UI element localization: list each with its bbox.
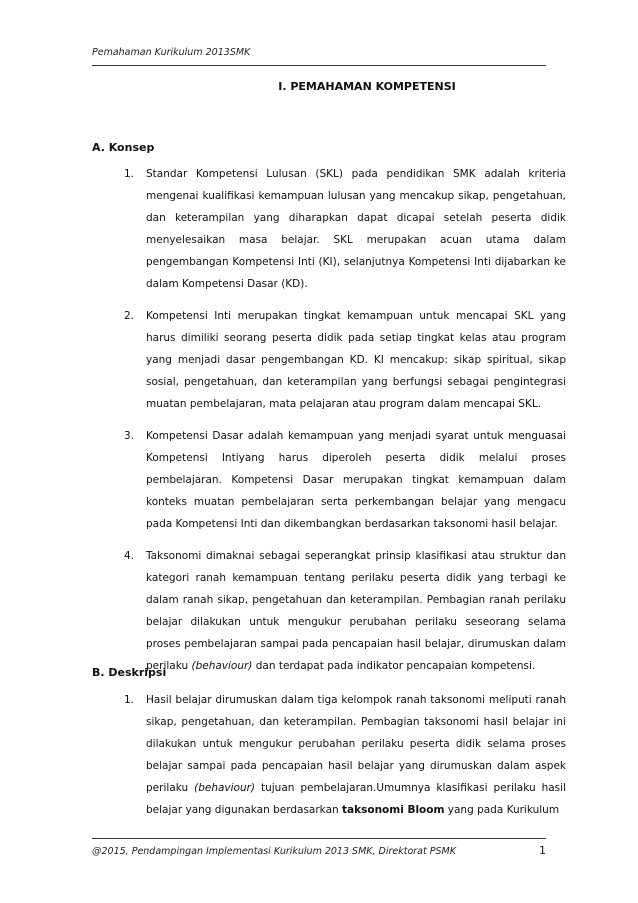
item-text-part: tujuan pembelajaran.Umumnya klasifikasi perilaku hasil belajar yang digunakan berdasarkan — [146, 782, 566, 816]
chapter-title-wrap — [0, 80, 638, 93]
item-text-part: yang pada Kurikulum — [444, 804, 560, 816]
item-text — [146, 545, 566, 677]
section-a-list — [92, 163, 566, 677]
chapter-title: I. PEMAHAMAN KOMPETENSI — [278, 80, 456, 93]
footer-text: @2015, Pendampingan Implementasi Kurikulum 2013 SMK, Direktorat PSMK — [92, 846, 456, 857]
item-text: Kompetensi Dasar adalah kemampuan yang menjadi syarat untuk menguasai Kompetensi Intiyang harus diperoleh peserta didik melalui proses pembelajaran. Kompetensi Dasar merupakan tingkat kemampuan dalam konteks muatan pembelajaran serta perkembangan belajar yang mengacu pada Kompetensi Inti dan dikembangkan berdasarkan taksonomi hasil belajar. — [146, 430, 566, 530]
running-header: Pemahaman Kurikulum 2013SMK — [92, 47, 251, 58]
section-heading-a: A. Konsep — [92, 141, 155, 154]
item-number: 1. — [123, 168, 134, 180]
list-item — [92, 689, 566, 821]
list-item — [92, 305, 566, 415]
header-rule — [92, 65, 546, 66]
section-b-list — [92, 689, 566, 821]
item-text-part: Taksonomi dimaknai sebagai seperangkat prinsip klasifikasi atau struktur dan kategori ranah kemampuan tentang perilaku peserta didik yang terbagi ke dalam ranah sikap, pengetahuan dan keterampilan. Pembagian ranah perilaku belajar dilakukan untuk mengukur perubahan perilaku seseorang selama proses pembelajaran sampai pada pencapaian hasil belajar, dirumuskan dalam perilaku — [146, 550, 566, 672]
item-number: 3. — [123, 430, 134, 442]
item-text — [146, 689, 566, 821]
section-heading-b: B. Deskripsi — [92, 666, 167, 679]
list-item — [92, 163, 566, 295]
item-number: 1. — [123, 694, 134, 706]
italic-term: (behaviour) — [191, 660, 253, 672]
item-text: Kompetensi Inti merupakan tingkat kemampuan untuk mencapai SKL yang harus dimiliki seorang peserta didik pada setiap tingkat kelas atau program yang menjadi dasar pengembangan KD. KI mencakup: sikap spiritual, sikap sosial, pengetahuan, dan keterampilan yang berfungsi sebagai pengintegrasi muatan pembelajaran, mata pelajaran atau program dalam mencapai SKL. — [146, 310, 566, 410]
item-text-part: Hasil belajar dirumuskan dalam tiga kelompok ranah taksonomi meliputi ranah sikap, pengetahuan, dan keterampilan. Pembagian taksonomi hasil belajar ini dilakukan untuk mengukur perubahan perilaku peserta didik selama proses belajar sampai pada pencapaian hasil belajar yang dirumuskan dalam aspek perilaku — [146, 694, 566, 794]
list-item — [92, 425, 566, 535]
italic-term: (behaviour) — [194, 782, 256, 794]
item-text: Standar Kompetensi Lulusan (SKL) pada pendidikan SMK adalah kriteria mengenai kualifikasi kemampuan lulusan yang mencakup sikap, pengetahuan, dan keterampilan yang diharapkan dapat dicapai setelah peserta didik menyelesaikan masa belajar. SKL merupakan acuan utama dalam pengembangan Kompetensi Inti (KI), selanjutnya Kompetensi Inti dijabarkan ke dalam Kompetensi Dasar (KD). — [146, 168, 566, 290]
page-number: 1 — [539, 844, 546, 857]
item-text-part: dan terdapat pada indikator pencapaian kompetensi. — [252, 660, 536, 672]
item-number: 2. — [123, 310, 134, 322]
footer-rule — [92, 838, 546, 839]
list-item — [92, 545, 566, 677]
bold-term: taksonomi Bloom — [342, 804, 445, 816]
item-number: 4. — [123, 550, 134, 562]
